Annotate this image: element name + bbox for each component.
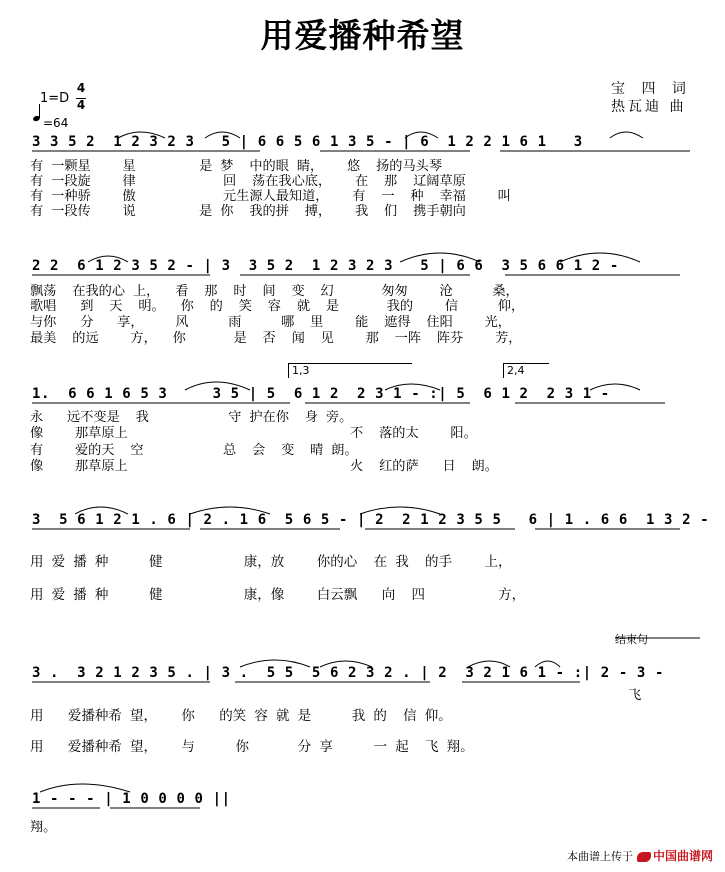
lyric-line-1-3: 有 一种骄 傲 元生源人最知道， 有 一 种 幸福 叫	[30, 189, 511, 204]
lyric-line-1-1: 有 一颗星 星 是 梦 中的眼 睛， 悠 扬的马头琴	[30, 159, 443, 174]
notation-line-4: 3 5 6 1 2 1 . 6 | 2 . 1 6 5 6 5 - | 2 2 1 2 3 5 5 6 | 1 . 6 6 1 3 2 -	[32, 512, 710, 528]
tempo-marking: =64	[43, 116, 69, 130]
lyric-line-3-3: 有 爱的天 空 总 会 变 晴 朗。	[30, 443, 358, 458]
lyric-line-1-2: 有 一段旋 律 回 荡在我心底， 在 那 辽阔草原	[30, 174, 466, 189]
site-logo-icon	[637, 852, 651, 862]
notation-line-2: 2 2 6 1 2 3 5 2 - | 3 3 5 2 1 2 3 2 3 5 | 6 6 3 5 6 6 1 2 -	[32, 258, 619, 274]
lyric-line-2-1: 飘荡 在我的心 上， 看 那 时 间 变 幻 匆匆 沧 桑，	[30, 284, 519, 299]
lyric-line-2-4: 最美 的远 方， 你 是 否 闻 见 那 一阵 阵芬 芳，	[30, 331, 522, 346]
lyric-line-3-1: 永 远不变是 我 守 护在你 身 旁。	[30, 410, 353, 425]
footer-brand[interactable]: 中国曲谱网	[652, 849, 713, 863]
lyric-line-3-2: 像 那草原上 不 落的太 阳。	[30, 426, 477, 441]
lyric-line-1-4: 有 一段传 说 是 你 我的拼 搏， 我 们 携手朝向	[30, 204, 466, 219]
composer-credit: 热瓦迪 曲	[611, 99, 687, 115]
notation-line-5: 3 . 3 2 1 2 3 5 . | 3 . 5 5 5 6 2 3 2 . | 2 3 2 1 6 1 - :| 2 - 3 -	[32, 665, 665, 681]
key-signature: 1=D	[40, 91, 70, 106]
notation-line-3: 1. 6 6 1 6 5 3 3 5 | 5 6 1 2 2 3 1 - :| 5 6 1 2 2 3 1 -	[32, 386, 610, 402]
song-title: 用爱播种希望	[260, 16, 465, 55]
footer-text: 本曲谱上传于	[566, 850, 633, 863]
footer-source	[567, 847, 713, 864]
time-signature-bottom: 4	[76, 98, 86, 112]
volta-bracket-first: 1,3	[288, 363, 412, 378]
quarter-note-icon	[32, 115, 40, 122]
lyric-line-4-2: 用 爱 播 种 健 康，像 白云飘 向 四 方，	[30, 587, 526, 603]
volta-bracket-second: 2,4	[503, 363, 549, 378]
lyric-line-5-2: 用 爱播种希 望， 与 你 分 享 一 起 飞 翔。	[30, 739, 474, 755]
notation-line-6: 1 - - - | 1 0 0 0 0 ||	[32, 791, 231, 807]
lyric-line-4-1: 用 爱 播 种 健 康，放 你的心 在 我 的手 上，	[30, 554, 512, 570]
tail-lyric: 飞	[628, 688, 642, 703]
ending-phrase-marker: 结束句	[615, 633, 648, 646]
lyric-line-2-2: 歌唱 到 天 明。 你 的 笑 容 就 是 我的 信 仰，	[30, 299, 525, 314]
lyric-line-3-4: 像 那草原上 火 红的萨 日 朗。	[30, 459, 498, 474]
lyric-line-6-1: 翔。	[30, 820, 57, 835]
time-signature-top: 4	[76, 81, 86, 95]
lyricist-credit: 宝 四 词	[611, 81, 692, 97]
lyric-line-5-1: 用 爱播种希 望， 你 的笑 容 就 是 我 的 信 仰。	[30, 708, 452, 724]
notation-line-1: 3 3 5 2 1 2 3 2 3 5 | 6 6 5 6 1 3 5 - | 6 1 2 2 1 6 1 3	[32, 134, 583, 150]
lyric-line-2-3: 与你 分 享， 风 雨 哪 里 能 遮得 住阳 光，	[30, 315, 511, 330]
